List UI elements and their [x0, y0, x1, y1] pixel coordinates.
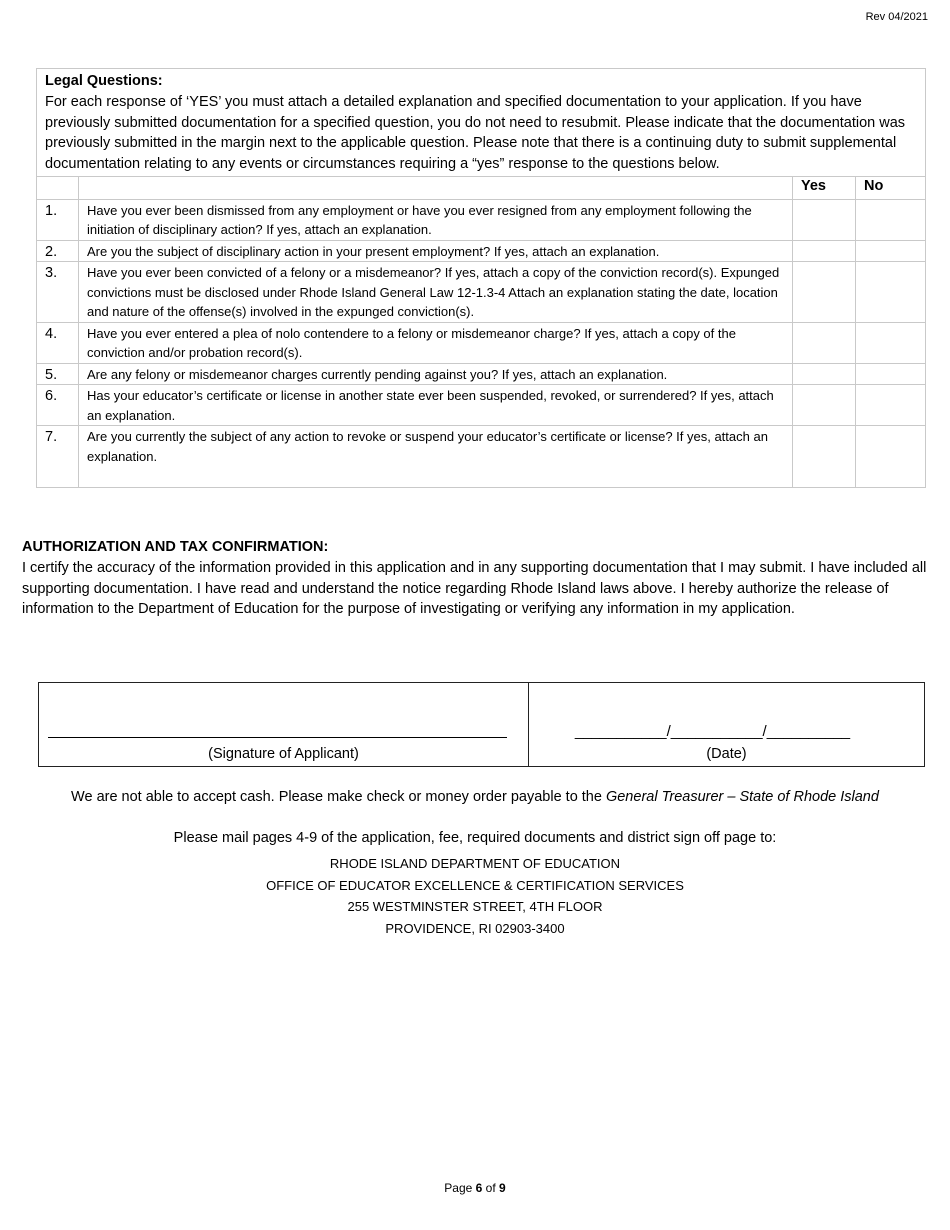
- no-answer-cell[interactable]: [856, 363, 926, 385]
- of-word: of: [485, 1181, 496, 1195]
- yes-answer-cell[interactable]: [793, 262, 856, 323]
- question-row: [37, 240, 926, 262]
- payment-payee: General Treasurer – State of Rhode Island: [605, 789, 879, 805]
- no-answer-cell[interactable]: [856, 385, 926, 426]
- legal-questions-title: Legal Questions:: [45, 73, 163, 89]
- no-answer-cell[interactable]: [856, 199, 926, 240]
- question-row: [37, 385, 926, 426]
- no-answer-cell[interactable]: [856, 240, 926, 262]
- question-row: [37, 363, 926, 385]
- question-number: 4.: [37, 322, 79, 363]
- mailing-instructions: Please mail pages 4-9 of the application, fee, required documents and district sign off page to:: [173, 830, 777, 846]
- question-text: Are you currently the subject of any action to revoke or suspend your educator’s certificate or license? If yes, attach an explanation.: [79, 426, 793, 488]
- page-footer: [0, 1181, 950, 1195]
- question-number: 7.: [37, 426, 79, 488]
- no-column-header: No: [856, 176, 926, 199]
- question-row: [37, 262, 926, 323]
- mailing-address: [0, 853, 950, 939]
- no-answer-cell[interactable]: [856, 262, 926, 323]
- question-number: 3.: [37, 262, 79, 323]
- no-answer-cell[interactable]: [856, 426, 926, 488]
- date-line: ___________/___________/__________: [574, 723, 851, 740]
- question-number: 5.: [37, 363, 79, 385]
- signature-label: (Signature of Applicant): [208, 746, 359, 762]
- legal-questions-instructions: For each response of ‘YES’ you must attach a detailed explanation and specified documentation to your application. If you have previously submitted documentation for a specified question, you do not need to resubmit. Please indicate that the documentation was previously submitted in the margin next to the applicable question. Please note that there is a continuing duty to submit supplemental documentation relating to any events or circumstances requiring a “yes” response to the questions below.: [45, 93, 906, 173]
- question-row: [37, 199, 926, 240]
- question-text: Are any felony or misdemeanor charges currently pending against you? If yes, attach an explanation.: [79, 363, 793, 385]
- question-text: Have you ever entered a plea of nolo contendere to a felony or misdemeanor charge? If yes, attach a copy of the conviction and/or probation record(s).: [79, 322, 793, 363]
- question-number: 6.: [37, 385, 79, 426]
- payment-notice: [0, 789, 950, 805]
- question-text: Has your educator’s certificate or license in another state ever been suspended, revoked, or surrendered? If yes, attach an explanation.: [79, 385, 793, 426]
- revision-date: Rev 04/2021: [865, 11, 928, 23]
- question-row: [37, 322, 926, 363]
- question-text: Have you ever been convicted of a felony or a misdemeanor? If yes, attach a copy of the conviction record(s). Expunged convictions must be disclosed under Rhode Island General Law 12-1.3-4 Attach an explanation stating the date, location and nature of the offense(s) involved in the expunged conviction(s).: [79, 262, 793, 323]
- yes-answer-cell[interactable]: [793, 363, 856, 385]
- authorization-text: I certify the accuracy of the information provided in this application and in any supporting documentation that I may submit. I have included all supporting documentation. I have read and understand the notice regarding Rhode Island laws above. I hereby authorize the release of information to the Department of Education for the purpose of investigating or verifying any information in my application.: [22, 559, 927, 618]
- signature-box: [38, 682, 925, 767]
- legal-header-row: [37, 176, 926, 199]
- question-row: [37, 426, 926, 488]
- yes-answer-cell[interactable]: [793, 385, 856, 426]
- address-line: 255 WESTMINSTER STREET, 4TH FLOOR: [347, 899, 603, 914]
- address-line: RHODE ISLAND DEPARTMENT OF EDUCATION: [329, 856, 621, 871]
- legal-questions-intro: [37, 69, 926, 177]
- current-page-number: 6: [475, 1181, 483, 1195]
- applicant-signature-field[interactable]: [39, 683, 529, 766]
- date-label: (Date): [706, 746, 747, 762]
- yes-column-header: Yes: [793, 176, 856, 199]
- legal-questions-table: [36, 68, 926, 488]
- date-field[interactable]: [529, 683, 924, 766]
- question-number: 2.: [37, 240, 79, 262]
- total-pages: 9: [499, 1181, 506, 1195]
- signature-line: [48, 737, 507, 738]
- question-text: Are you the subject of disciplinary action in your present employment? If yes, attach an explanation.: [79, 240, 793, 262]
- yes-answer-cell[interactable]: [793, 199, 856, 240]
- yes-answer-cell[interactable]: [793, 322, 856, 363]
- authorization-section: [22, 537, 928, 620]
- address-line: PROVIDENCE, RI 02903-3400: [385, 920, 565, 936]
- yes-answer-cell[interactable]: [793, 426, 856, 488]
- payment-text: We are not able to accept cash. Please make check or money order payable to the: [71, 789, 606, 805]
- page-word: Page: [444, 1181, 473, 1195]
- question-number: 1.: [37, 199, 79, 240]
- no-answer-cell[interactable]: [856, 322, 926, 363]
- address-line: OFFICE OF EDUCATOR EXCELLENCE & CERTIFICATION SERVICES: [266, 877, 684, 893]
- yes-answer-cell[interactable]: [793, 240, 856, 262]
- question-text: Have you ever been dismissed from any employment or have you ever resigned from any employment following the initiation of disciplinary action? If yes, attach an explanation.: [79, 199, 793, 240]
- authorization-title: AUTHORIZATION AND TAX CONFIRMATION:: [22, 539, 329, 555]
